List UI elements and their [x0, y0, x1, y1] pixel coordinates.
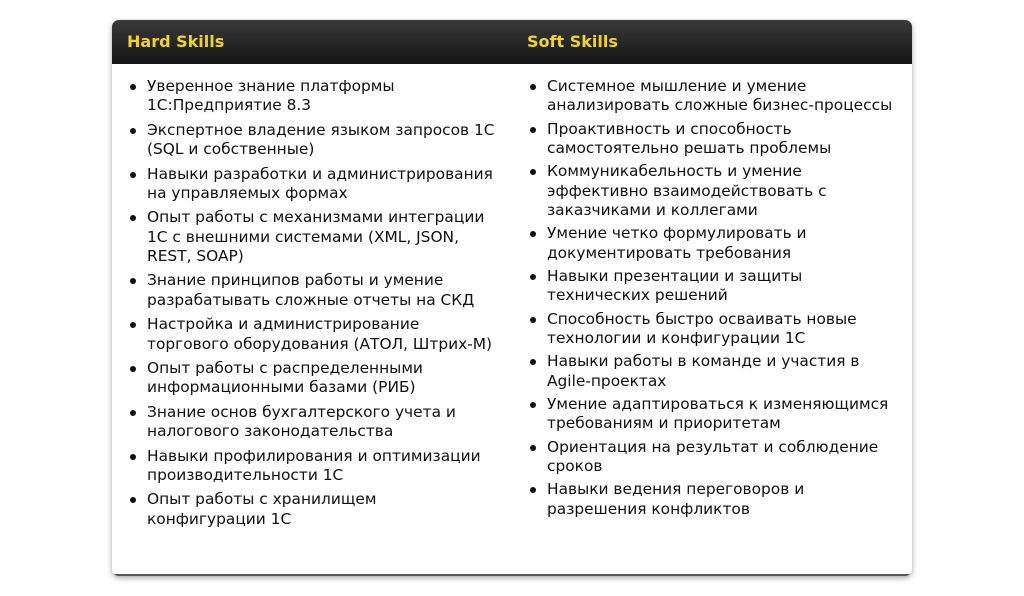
hard-skill-item: Настройка и администрирование торгового оборудования (АТОЛ, Штрих-М) [147, 315, 500, 354]
soft-skill-item: Навыки презентации и защиты технических решений [547, 267, 900, 306]
hard-skill-item: Опыт работы с хранилищем конфигурации 1С [147, 490, 500, 529]
soft-skill-item: Умение четко формулировать и документировать требования [547, 224, 900, 263]
soft-skill-item: Коммуникабельность и умение эффективно взаимодействовать с заказчиками и коллегами [547, 162, 900, 220]
soft-skill-item: Навыки работы в команде и участия в Agile-проектах [547, 352, 900, 391]
hard-skill-item: Навыки профилирования и оптимизации производительности 1С [147, 447, 500, 486]
hard-skill-item: Опыт работы с распределенными информационными базами (РИБ) [147, 359, 500, 398]
soft-skill-item: Системное мышление и умение анализировать сложные бизнес-процессы [547, 77, 900, 116]
soft-skill-item: Проактивность и способность самостоятельно решать проблемы [547, 120, 900, 159]
soft-skill-item: Ориентация на результат и соблюдение сроков [547, 438, 900, 477]
hard-skill-item: Экспертное владение языком запросов 1С (SQL и собственные) [147, 121, 500, 160]
soft-skills-title: Soft Skills [527, 32, 618, 51]
soft-skill-item: Навыки ведения переговоров и разрешения конфликтов [547, 480, 900, 519]
hard-skill-item: Навыки разработки и администрирования на управляемых формах [147, 165, 500, 204]
hard-skill-item: Уверенное знание платформы 1С:Предприятие 8.3 [147, 77, 500, 116]
skills-table [112, 20, 912, 576]
soft-skills-column [512, 64, 912, 534]
hard-skills-list [147, 64, 500, 529]
hard-skill-item: Опыт работы с механизмами интеграции 1С с внешними системами (XML, JSON, REST, SOAP) [147, 208, 500, 266]
hard-skills-title: Hard Skills [127, 32, 225, 51]
bottom-divider [112, 574, 912, 576]
soft-skill-item: Способность быстро осваивать новые технологии и конфигурации 1С [547, 310, 900, 349]
hard-skill-item: Знание основ бухгалтерского учета и налогового законодательства [147, 403, 500, 442]
soft-skills-list [547, 64, 900, 519]
hard-skill-item: Знание принципов работы и умение разрабатывать сложные отчеты на СКД [147, 271, 500, 310]
table-header [112, 20, 912, 64]
table-body [112, 64, 912, 534]
hard-skills-column [112, 64, 512, 534]
soft-skill-item: Умение адаптироваться к изменяющимся требованиям и приоритетам [547, 395, 900, 434]
